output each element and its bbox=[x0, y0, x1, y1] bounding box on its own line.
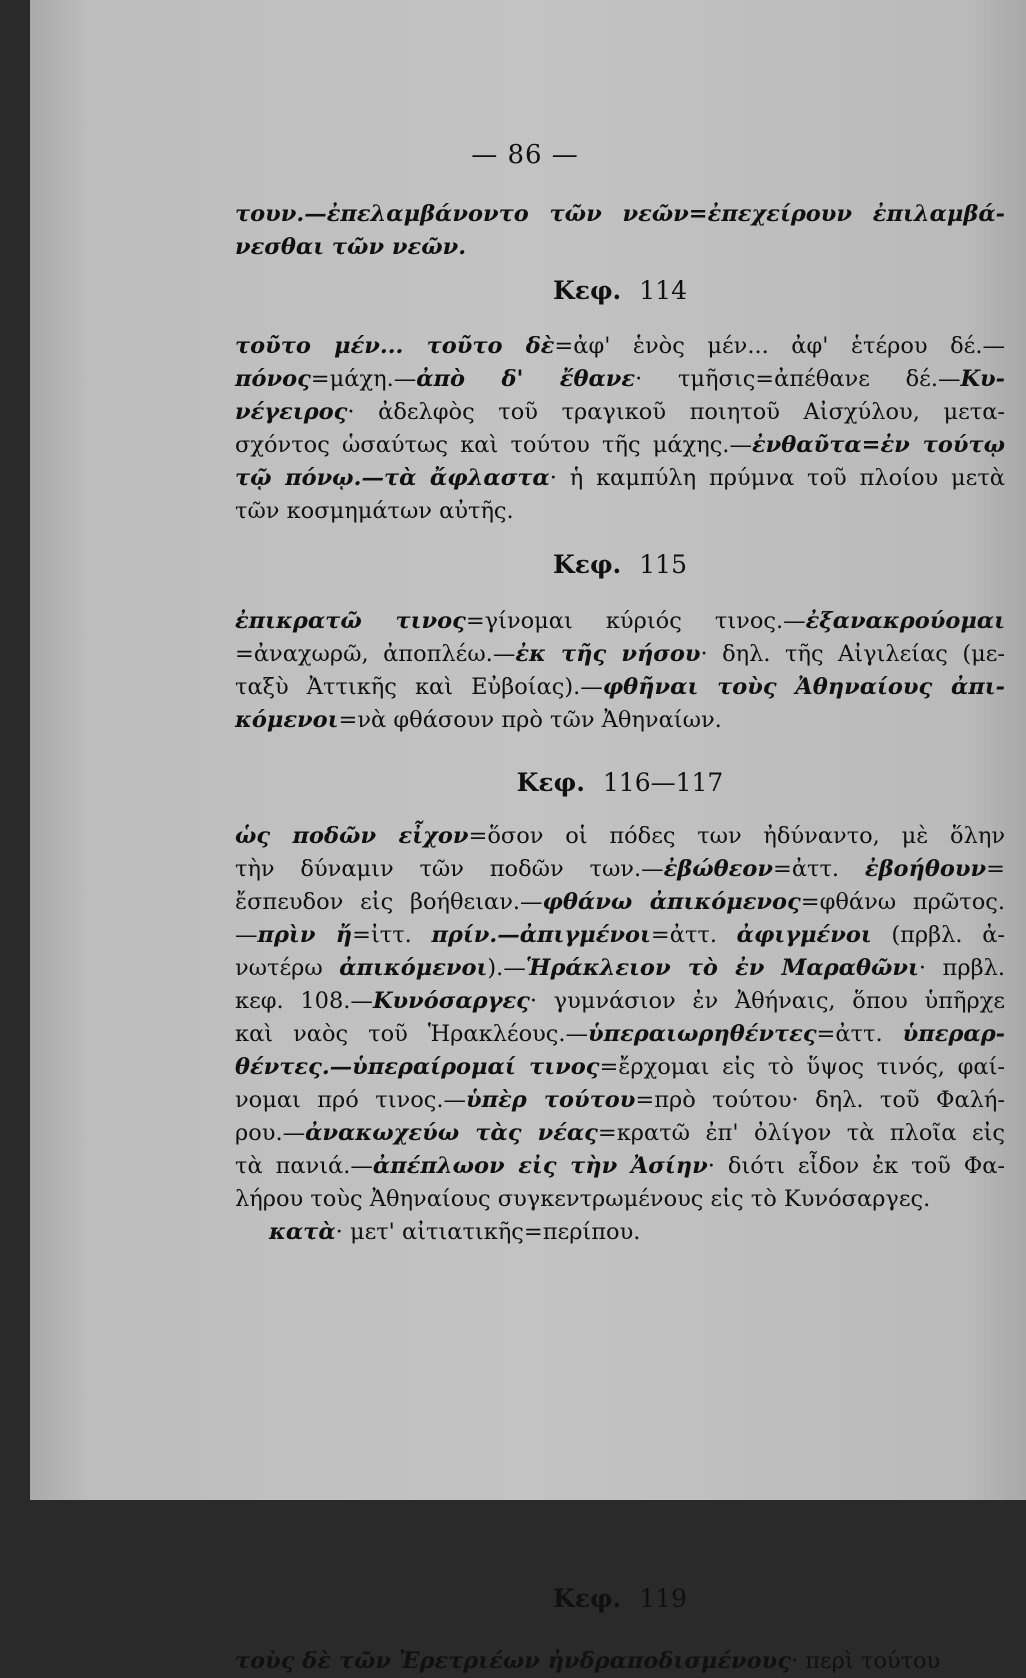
text-line bbox=[235, 429, 1005, 462]
text-line bbox=[235, 396, 1005, 429]
bold-term: ὡς ποδῶν εἶχον bbox=[235, 823, 469, 849]
bold-term: ἀφιγμένοι bbox=[736, 922, 872, 948]
bold-term: ὑπεραιωρηθέντες bbox=[588, 1021, 817, 1047]
text-line bbox=[235, 1018, 1005, 1051]
text-line bbox=[235, 1084, 1005, 1117]
bold-term: ἐξανακρούομαι bbox=[805, 608, 1005, 634]
bold-term: ὑπὲρ τούτου bbox=[466, 1087, 636, 1113]
bold-term: πόνος bbox=[235, 366, 311, 392]
bold-term: τοῦτο μέν... τοῦτο δὲ bbox=[235, 333, 555, 359]
bold-term: ἐβώθεον bbox=[663, 856, 773, 882]
text-line bbox=[235, 1150, 1005, 1183]
gloss-text: νομαι πρό τινος.— bbox=[235, 1087, 466, 1113]
gloss-text: =πρὸ τούτου· δηλ. τοῦ Φαλή- bbox=[635, 1087, 1005, 1113]
bold-term: Κυνόσαργες bbox=[372, 988, 530, 1014]
intro-paragraph bbox=[235, 198, 1005, 264]
heading-label: Κεφ. bbox=[553, 550, 622, 579]
bold-term: κατὰ bbox=[269, 1219, 336, 1245]
gloss-text: =ἀττ. bbox=[816, 1021, 903, 1047]
text-line bbox=[235, 820, 1005, 853]
gloss-text: τὴν δύναμιν τῶν ποδῶν των.— bbox=[235, 856, 664, 882]
section-heading bbox=[235, 766, 1005, 799]
bold-term: ἀπικόμενοι bbox=[339, 955, 488, 981]
text-line bbox=[235, 1645, 1005, 1678]
gloss-text: (πρβλ. ἀ- bbox=[871, 922, 1006, 948]
bold-term: τῷ πόνῳ.—τὰ ἄφλαστα bbox=[235, 465, 550, 491]
gloss-text: τῶν κοσμημάτων αὐτῆς. bbox=[235, 498, 514, 524]
heading-number: 116—117 bbox=[602, 768, 724, 797]
gloss-text: · περὶ τούτου bbox=[790, 1648, 941, 1674]
page-number: — 86 — bbox=[471, 140, 579, 170]
bold-term: κόμενοι bbox=[235, 707, 339, 733]
gloss-text: =ἀττ. bbox=[772, 856, 865, 882]
gloss-text: =νὰ φθάσουν πρὸ τῶν Ἀθηναίων. bbox=[338, 707, 722, 733]
heading-label: Κεφ. bbox=[516, 768, 585, 797]
text-line bbox=[235, 462, 1005, 495]
gloss-text: λήρου τοὺς Ἀθηναίους συγκεντρωμένους εἰς τὸ Κυνόσαργες. bbox=[235, 1186, 931, 1212]
text-line bbox=[235, 671, 1005, 704]
text-line bbox=[235, 1051, 1005, 1084]
gloss-text: =ὅσον οἱ πόδες των ἠδύναντο, μὲ ὅλην bbox=[468, 823, 1005, 849]
gloss-text: · μετ' αἰτιατικῆς=περίπου. bbox=[335, 1219, 641, 1245]
gloss-text: ρου.— bbox=[235, 1120, 306, 1146]
gloss-text: =γίνομαι κύριός τινος.— bbox=[465, 608, 806, 634]
text-line bbox=[235, 1117, 1005, 1150]
gloss-text: νωτέρω bbox=[235, 955, 340, 981]
section-heading bbox=[235, 1582, 1005, 1615]
gloss-text: — bbox=[235, 922, 258, 948]
text-line bbox=[235, 886, 1005, 919]
text-line bbox=[235, 704, 1005, 737]
text-line bbox=[235, 363, 1005, 396]
gloss-text: · πρβλ. bbox=[918, 955, 1005, 981]
heading-number: 119 bbox=[639, 1584, 687, 1613]
text-line: τουν.—ἐπελαμβάνοντο τῶν νεῶν=ἐπεχείρουν ἐπιλαμβά- bbox=[235, 201, 1005, 227]
text-line bbox=[235, 853, 1005, 886]
text-line bbox=[235, 638, 1005, 671]
gloss-text: =φθάνω πρῶτος. bbox=[800, 889, 1005, 915]
bold-term: ἀπὸ δ' ἔθανε bbox=[416, 366, 636, 392]
heading-label: Κεφ. bbox=[553, 276, 622, 305]
bold-term: φθάνω ἀπικόμενος bbox=[542, 889, 801, 915]
gloss-text: ταξὺ Ἀττικῆς καὶ Εὐβοίας).— bbox=[235, 674, 603, 700]
text-line bbox=[235, 605, 1005, 638]
text-line bbox=[235, 330, 1005, 363]
section-heading bbox=[235, 548, 1005, 581]
gloss-text: ἔσπευδον εἰς βοήθειαν.— bbox=[235, 889, 543, 915]
text-line bbox=[235, 985, 1005, 1018]
gloss-text: τὰ πανιά.— bbox=[235, 1153, 373, 1179]
heading-label: Κεφ. bbox=[553, 1584, 622, 1613]
text-line bbox=[235, 952, 1005, 985]
bold-term: πρίν.—ἀπιγμένοι bbox=[431, 922, 651, 948]
gloss-text: =ἀφ' ἑνὸς μέν... ἀφ' ἑτέρου δέ.— bbox=[554, 333, 1005, 359]
text-line bbox=[235, 1216, 1005, 1249]
section-heading bbox=[235, 274, 1005, 307]
bold-term: ἀπέπλωον εἰς τὴν Ἀσίην bbox=[372, 1153, 708, 1179]
heading-number: 115 bbox=[639, 550, 687, 579]
bold-term: Ἡράκλειον τὸ ἐν Μαραθῶνι bbox=[525, 955, 919, 981]
text-line bbox=[235, 495, 1005, 528]
gloss-text: = bbox=[986, 856, 1005, 882]
bold-term: θέντες.—ὑπεραίρομαί τινος bbox=[235, 1054, 600, 1080]
bold-term: ἐβοήθουν bbox=[864, 856, 987, 882]
gloss-text: · διότι εἶδον ἐκ τοῦ Φα- bbox=[707, 1153, 1006, 1179]
heading-number: 114 bbox=[639, 276, 687, 305]
bold-term: φθῆναι τοὺς Ἀθηναίους ἀπι- bbox=[602, 674, 1005, 700]
book-page bbox=[30, 0, 1026, 1674]
bold-term: ἐκ τῆς νήσου bbox=[515, 641, 701, 667]
bold-term: πρὶν ἤ bbox=[257, 922, 353, 948]
gloss-text: καὶ ναὸς τοῦ Ἡρακλέους.— bbox=[235, 1021, 589, 1047]
gloss-text: · τμῆσις=ἀπέθανε δέ.— bbox=[635, 366, 961, 392]
gloss-text: ).— bbox=[487, 955, 526, 981]
section-116-117-text bbox=[235, 820, 1005, 1249]
bold-term: ἐπικρατῶ τινος bbox=[235, 608, 466, 634]
text-line bbox=[235, 919, 1005, 952]
bold-term: ἀνακωχεύω τὰς νέας bbox=[305, 1120, 598, 1146]
text-line: νεσθαι τῶν νεῶν. bbox=[235, 234, 467, 260]
text-line bbox=[235, 1183, 1005, 1216]
bold-term: νέγειρος bbox=[235, 399, 348, 425]
gloss-text: · γυμνάσιον ἐν Ἀθήναις, ὅπου ὑπῆρχε bbox=[529, 988, 1005, 1014]
bold-term: Κυ- bbox=[960, 366, 1005, 392]
section-115-text bbox=[235, 605, 1005, 737]
gloss-text: =κρατῶ ἐπ' ὀλίγον τὰ πλοῖα εἰς bbox=[597, 1120, 1005, 1146]
bold-term: ὑπεραρ- bbox=[902, 1021, 1005, 1047]
gloss-text: =ἀττ. bbox=[650, 922, 737, 948]
bold-term: τοὺς δὲ τῶν Ἐρετριέων ἠνδραποδισμένους bbox=[235, 1648, 791, 1674]
gloss-text: =ἔρχομαι εἰς τὸ ὕψος τινός, φαί- bbox=[599, 1054, 1006, 1080]
gloss-text: σχόντος ὡσαύτως καὶ τούτου τῆς μάχης.— bbox=[235, 432, 752, 458]
bold-term: ἐνθαῦτα=ἐν τούτῳ bbox=[751, 432, 1005, 458]
section-114-text bbox=[235, 330, 1005, 528]
gloss-text: =ἀναχωρῶ, ἀποπλέω.— bbox=[235, 641, 516, 667]
gloss-text: =ἰττ. bbox=[352, 922, 432, 948]
gloss-text: κεφ. 108.— bbox=[235, 988, 373, 1014]
gloss-text: · ἡ καμπύλη πρύμνα τοῦ πλοίου μετὰ bbox=[549, 465, 1005, 491]
gloss-text: · ἀδελφὸς τοῦ τραγικοῦ ποιητοῦ Αἰσχύλου, μετα- bbox=[347, 399, 1005, 425]
gloss-text: =μάχη.— bbox=[310, 366, 417, 392]
gloss-text: · δηλ. τῆς Αἰγιλείας (με- bbox=[700, 641, 1006, 667]
section-119-text bbox=[235, 1645, 1005, 1678]
